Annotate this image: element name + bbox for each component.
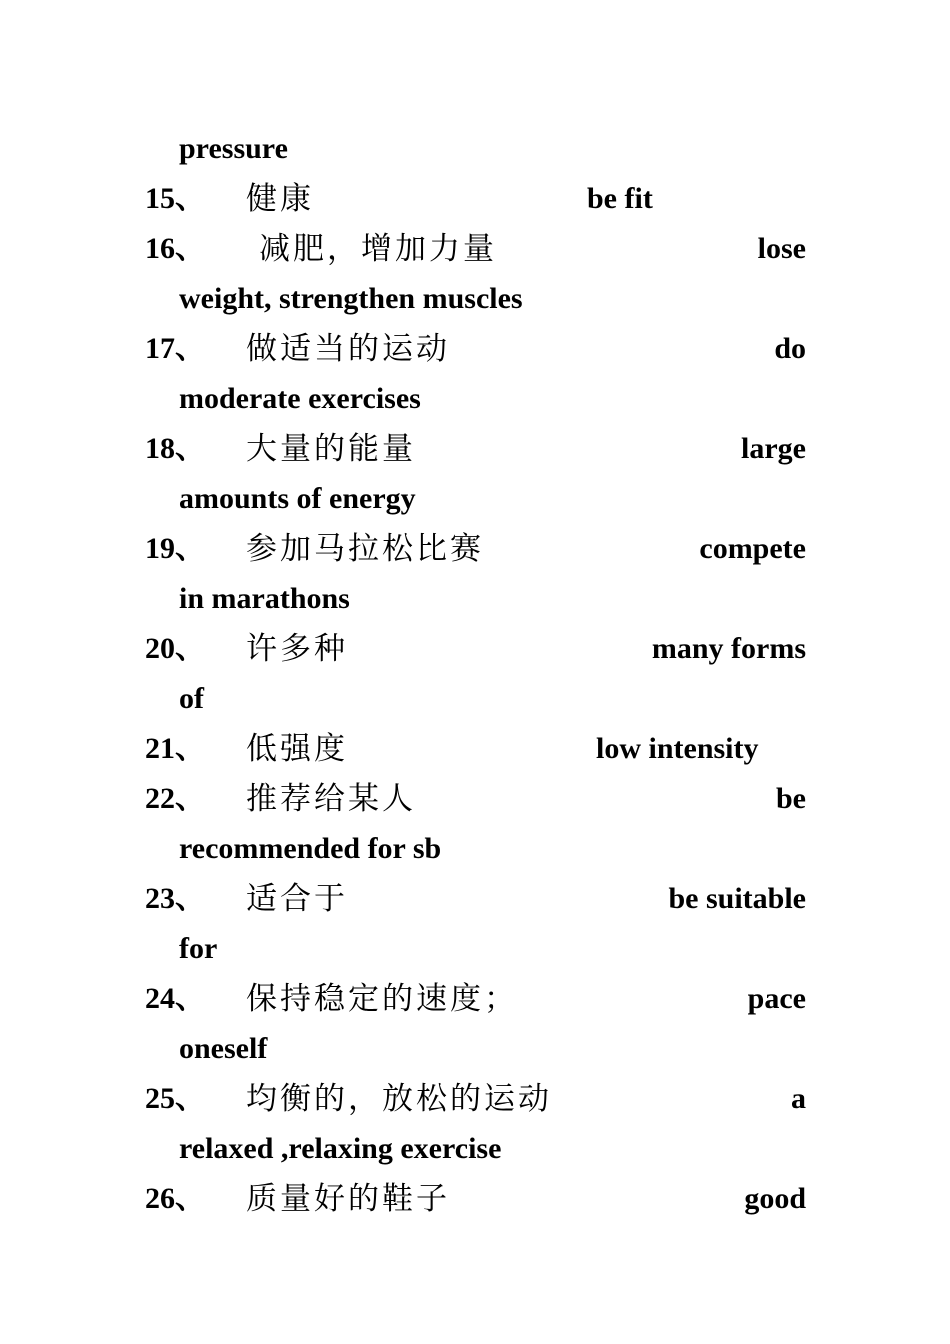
continuation-line (0, 274, 950, 324)
english-phrase: do (774, 332, 806, 365)
chinese-phrase: 推荐给某人 (246, 781, 416, 817)
vocab-entry-20 (0, 624, 950, 674)
english-phrase: compete (699, 532, 806, 565)
chinese-phrase: 均衡的，放松的运动 (246, 1081, 552, 1117)
english-continuation: weight, strengthen muscles (179, 282, 523, 315)
entry-number: 21、 (145, 732, 205, 765)
continuation-line (0, 124, 950, 174)
english-continuation: relaxed ,relaxing exercise (179, 1132, 502, 1165)
english-continuation: pressure (179, 132, 288, 165)
continuation-line (0, 374, 950, 424)
chinese-phrase: 参加马拉松比赛 (246, 531, 484, 567)
entry-number: 17、 (145, 332, 205, 365)
vocab-entry-25 (0, 1074, 950, 1124)
chinese-phrase: 质量好的鞋子 (246, 1181, 450, 1217)
english-phrase: be (776, 782, 806, 815)
vocab-entry-16 (0, 224, 950, 274)
vocab-entry-21 (0, 724, 950, 774)
vocab-entry-19 (0, 524, 950, 574)
chinese-phrase: 减肥，增加力量 (259, 231, 497, 267)
entry-number: 16、 (145, 232, 205, 265)
english-continuation: of (179, 682, 204, 715)
english-continuation: for (179, 932, 218, 965)
continuation-line (0, 674, 950, 724)
continuation-line (0, 924, 950, 974)
english-phrase: a (791, 1082, 806, 1115)
entry-number: 26、 (145, 1182, 205, 1215)
english-phrase: good (744, 1182, 806, 1215)
entry-number: 18、 (145, 432, 205, 465)
english-continuation: moderate exercises (179, 382, 421, 415)
chinese-phrase: 大量的能量 (246, 431, 416, 467)
entry-number: 22、 (145, 782, 205, 815)
vocab-entry-18 (0, 424, 950, 474)
vocab-entry-22 (0, 774, 950, 824)
entry-number: 23、 (145, 882, 205, 915)
english-phrase: lose (757, 232, 806, 265)
vocab-entry-17 (0, 324, 950, 374)
chinese-phrase: 做适当的运动 (246, 331, 450, 367)
english-continuation: in marathons (179, 582, 350, 615)
entry-number: 24、 (145, 982, 205, 1015)
continuation-line (0, 474, 950, 524)
chinese-phrase: 低强度 (246, 731, 348, 767)
english-continuation: recommended for sb (179, 832, 442, 865)
continuation-line (0, 824, 950, 874)
vocab-entry-15 (0, 174, 950, 224)
vocab-entry-24 (0, 974, 950, 1024)
continuation-line (0, 1124, 950, 1174)
chinese-phrase: 健康 (246, 181, 314, 217)
continuation-line (0, 1024, 950, 1074)
vocab-entry-23 (0, 874, 950, 924)
entry-number: 20、 (145, 632, 205, 665)
chinese-phrase: 许多种 (246, 631, 348, 667)
entry-number: 19、 (145, 532, 205, 565)
english-phrase: be fit (587, 182, 653, 215)
entry-number: 15、 (145, 182, 205, 215)
continuation-line (0, 574, 950, 624)
english-phrase: be suitable (668, 882, 806, 915)
english-phrase: many forms (651, 632, 806, 665)
english-continuation: amounts of energy (179, 482, 416, 515)
english-continuation: oneself (179, 1032, 268, 1065)
english-phrase: low intensity (596, 732, 759, 765)
vocab-entry-26 (0, 1174, 950, 1224)
chinese-phrase: 保持稳定的速度； (246, 981, 518, 1017)
chinese-phrase: 适合于 (246, 881, 348, 917)
entry-number: 25、 (145, 1082, 205, 1115)
english-phrase: large (741, 432, 806, 465)
english-phrase: pace (747, 982, 806, 1015)
